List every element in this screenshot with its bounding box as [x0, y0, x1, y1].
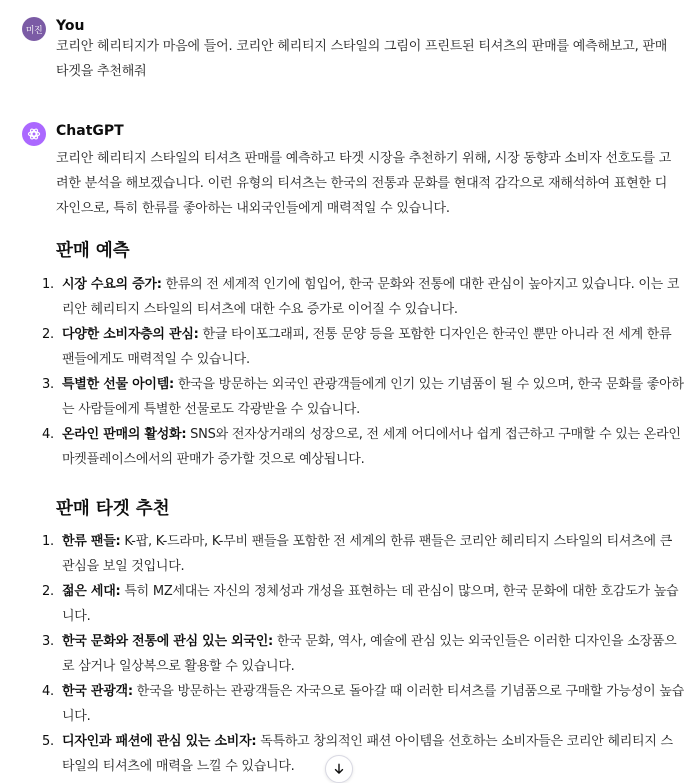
arrow-down-icon: [332, 762, 346, 776]
user-message-text: 코리안 헤리티지가 마음에 들어. 코리안 헤리티지 스타일의 그림이 프린트된 티셔츠의 판매를 예측해보고, 판매 타겟을 추천해줘: [56, 39, 668, 79]
assistant-name: ChatGPT: [56, 123, 124, 139]
list-item: 2. 젊은 세대: 특히 MZ세대는 자신의 정체성과 개성을 표현하는 데 관심이 많으며, 한국 문화에 대한 호감도가 높습니다.: [42, 584, 679, 624]
list-item: 5. 디자인과 패션에 관심 있는 소비자: 독특하고 창의적인 패션 아이템을 선호하는 소비자들은 코리안 헤리티지 스타일의 티셔츠에 매력을 느낄 수 있습니다.: [42, 734, 673, 774]
list-item: 1. 시장 수요의 증가: 한류의 전 세계적 인기에 힘입어, 한국 문화와 전통에 대한 관심이 높아지고 있습니다. 이는 코리안 헤리티지 스타일의 티셔츠에 대한 수요 증가로 이어질 수 있습니다.: [42, 277, 680, 317]
assistant-intro: 코리안 헤리티지 스타일의 티셔츠 판매를 예측하고 타겟 시장을 추천하기 위해, 시장 동향과 소비자 선호도를 고려한 분석을 해보겠습니다. 이런 유형의 티셔츠는 한국의 전통과 문화를 현대적 감각으로 재해석하여 표현한 디자인으로, 특히 한류를 좋아하는 내외국인들에게 매력적일 수 있습니다.: [56, 151, 672, 216]
targets-list: [22, 529, 684, 779]
forecast-list: [22, 272, 684, 472]
list-item: 3. 한국 문화와 전통에 관심 있는 외국인: 한국 문화, 역사, 예술에 관심 있는 외국인들은 이러한 디자인을 소장품으로 삼거나 일상복으로 활용할 수 있습니다.: [42, 634, 677, 674]
user-message: [22, 14, 676, 84]
user-avatar: [22, 17, 46, 41]
openai-logo-icon: [22, 122, 46, 146]
section-heading-targets: 판매 타겟 추천: [56, 499, 170, 519]
list-item: 1. 한류 팬들: K-팝, K-드라마, K-무비 팬들을 포함한 전 세계의 한류 팬들은 코리안 헤리티지 스타일의 티셔츠에 큰 관심을 보일 것입니다.: [42, 534, 673, 574]
section-heading-forecast: 판매 예측: [56, 241, 130, 261]
list-item: 3. 특별한 선물 아이템: 한국을 방문하는 외국인 관광객들에게 인기 있는 기념품이 될 수 있으며, 한국 문화를 좋아하는 사람들에게 특별한 선물로도 각광받을 수 있습니다.: [42, 377, 684, 417]
list-item: 4. 한국 관광객: 한국을 방문하는 관광객들은 자국으로 돌아갈 때 이러한 티셔츠를 기념품으로 구매할 가능성이 높습니다.: [42, 684, 684, 724]
list-item: 2. 다양한 소비자층의 관심: 한글 타이포그래피, 전통 문양 등을 포함한 디자인은 한국인 뿐만 아니라 전 세계 한류 팬들에게도 매력적일 수 있습니다.: [42, 327, 672, 367]
list-item: 4. 온라인 판매의 활성화: SNS와 전자상거래의 성장으로, 전 세계 어디에서나 쉽게 접근하고 구매할 수 있는 온라인 마켓플레이스에서의 판매가 증가할 것으로 예상됩니다.: [42, 427, 681, 467]
openai-logo-glyph: [27, 127, 41, 141]
scroll-to-bottom-button[interactable]: [325, 755, 353, 783]
user-avatar-text: 미진: [25, 25, 43, 36]
user-name: You: [56, 18, 85, 34]
